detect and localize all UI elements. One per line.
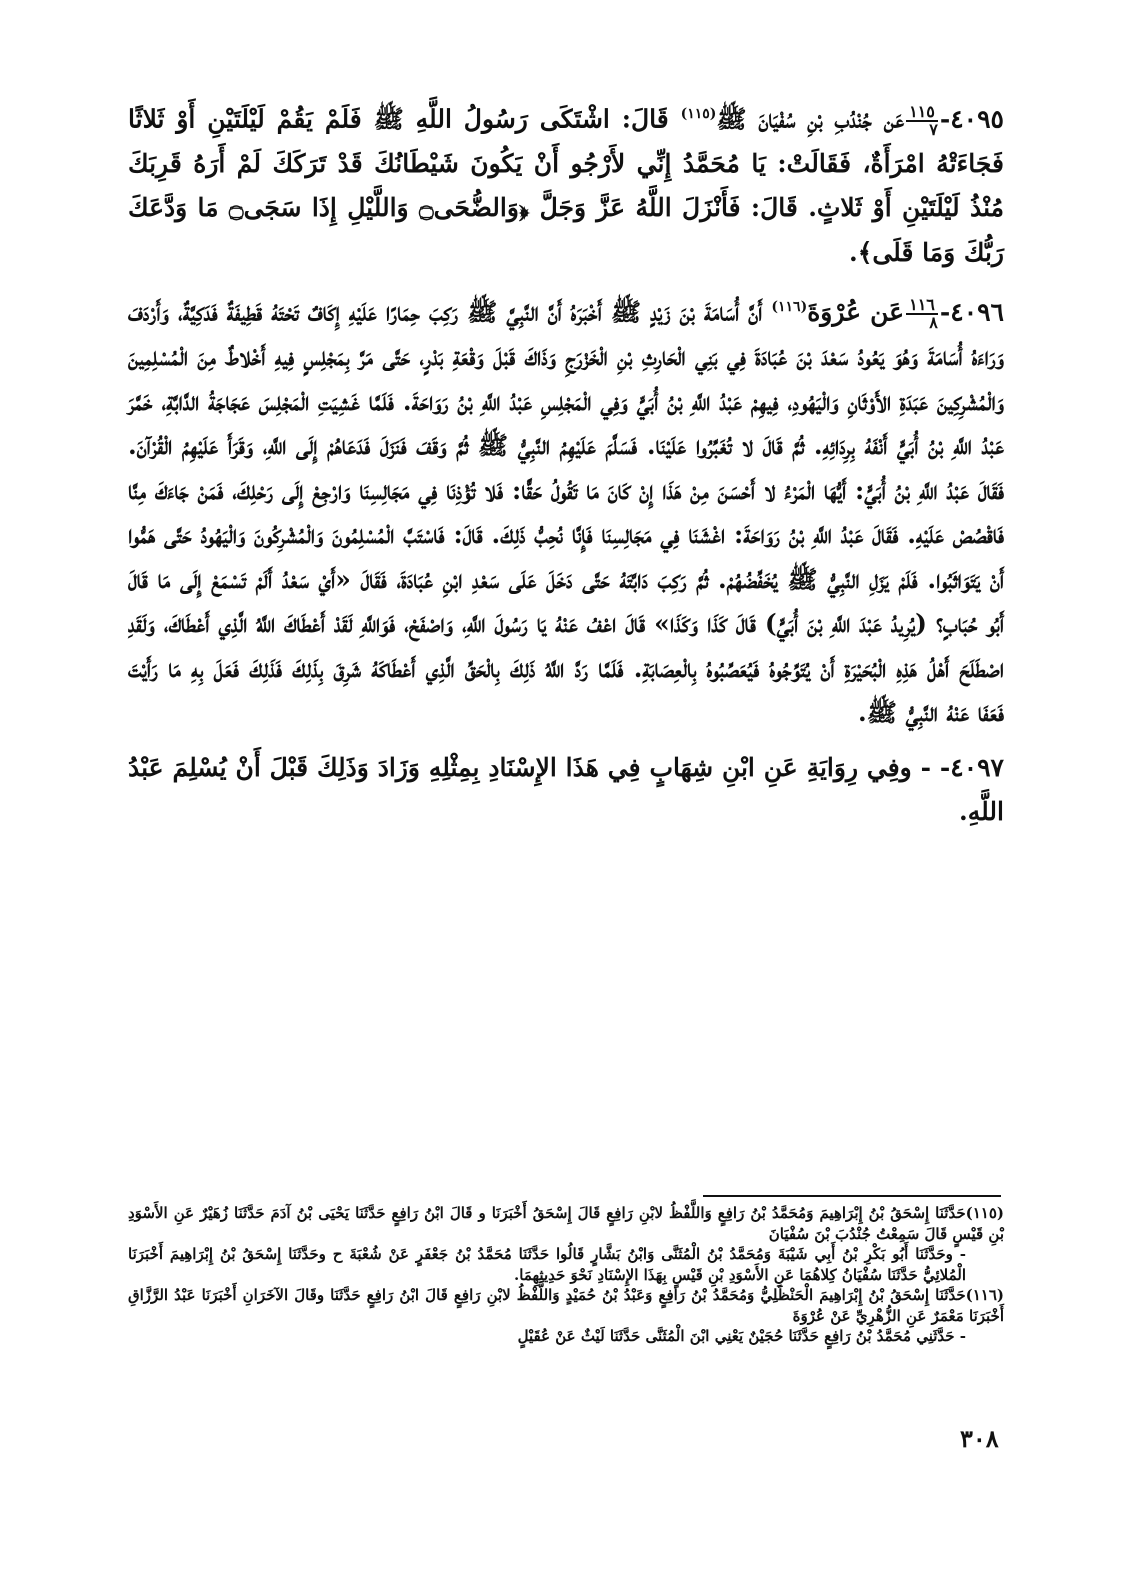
ref-bottom: ٨ <box>929 313 938 333</box>
hadith-text: قَالَ: اشْتَكَى رَسُولُ اللَّهِ ﷺ فَلَمْ يَقُمْ لَيْلَتَيْنِ أَوْ ثَلاثًا فَجَاءَتْهُ امْرَأَةٌ، فَقَالَتْ: يَا مُحَمَّدُ إِنِّي لأَرْجُو أَنْ يَكُونَ شَيْطَانُكَ قَدْ تَرَكَكَ لَمْ أَرَهُ قَرِبَكَ مُنْذُ لَيْلَتَيْنِ أَوْ ثَلاثٍ. قَالَ: فَأَنْزَلَ اللَّهُ عَزَّ وَجَلَّ ﴿وَالضُّحَى۝ وَاللَّيْلِ إِذَا سَجَى۝ مَا وَدَّعَكَ رَبُّكَ وَمَا قَلَى﴾. <box>128 104 1005 267</box>
hadith-4096 <box>128 285 1004 735</box>
footnote-sub: - حَدَّثَنِي مُحَمَّدُ بْنُ رَافِعٍ حَدَّثَنَا حُجَيْنٌ يَعْنِي ابْنَ الْمُثَنَّى حَدَّثَنَا لَيْثٌ عَنْ عُقَيْلٍ <box>517 1327 966 1345</box>
ref-top: ١١٦ <box>906 297 938 315</box>
hadith-number: ٤٠٩٧- <box>939 752 1004 782</box>
footnote-sub: - وحَدَّثَنَا أَبُو بَكْرِ بْنُ أَبِي شَيْبَةَ وَمُحَمَّدُ بْنُ الْمُثَنَّى وَابْنُ بَشَّارٍ قَالُوا حَدَّثَنَا مُحَمَّدُ بْنُ جَعْفَرٍ عَنْ شُعْبَةَ ح وحَدَّثَنَا إِسْحَقُ بْنُ إِبْرَاهِيمَ أَخْبَرَنَا الْمُلائِيُّ حَدَّثَنَا سُفْيَانُ كِلاهُمَا عَنِ الأَسْوَدِ بْنِ قَيْسٍ بِهَذَا الإِسْنَادِ نَحْوَ حَدِيثِهِمَا. <box>128 1245 966 1284</box>
footnotes <box>128 1203 1004 1347</box>
page-number: ٣٠٨ <box>960 1424 999 1453</box>
hadith-number: ٤٠٩٦- <box>939 297 1004 327</box>
footnote-116 <box>128 1285 1004 1326</box>
hadith-4097 <box>128 746 1004 835</box>
footnote-ref[interactable]: (١١٦) <box>771 299 808 316</box>
hadith-4095 <box>128 92 1004 275</box>
hadith-narrator: عَن عُرْوَةَ <box>807 297 905 327</box>
footnote-ref[interactable]: (١١٥) <box>680 106 717 122</box>
hadith-narrator: عَن جُنْدُبِ بْنِ سُفْيَانَ ﷺ <box>716 104 905 134</box>
footnote-label: (١١٥) <box>965 1204 1004 1222</box>
footnote-label: (١١٦) <box>965 1286 1004 1304</box>
footnote-115 <box>128 1203 1004 1244</box>
footnote-separator <box>703 1195 1001 1197</box>
hadith-text: أَنَّ أُسَامَةَ بْنَ زَيْدٍ ﷺ أَخْبَرَهُ أَنَّ النَّبِيَّ ﷺ رَكِبَ حِمَارًا عَلَيْهِ إِكَافٌ تَحْتَهُ قَطِيفَةٌ فَدَكِيَّةٌ، وَأَرْدَفَ وَرَاءَهُ أُسَامَةَ وَهُوَ يَعُودُ سَعْدَ بْنَ عُبَادَةَ فِي بَنِي الْحَارِثِ بْنِ الْخَزْرَجِ وَذَاكَ قَبْلَ وَقْعَةِ بَدْرٍ، حَتَّى مَرَّ بِمَجْلِسٍ فِيهِ أَخْلاطٌ مِنَ الْمُسْلِمِينَ وَالْمُشْرِكِينَ عَبَدَةِ الأَوْثَانِ وَالْيَهُودِ، فِيهِمْ عَبْدُ اللَّهِ بْنُ أُبَيٍّ وَفِي الْمَجْلِسِ عَبْدُ اللَّهِ بْنُ رَوَاحَةَ. فَلَمَّا غَشِيَتِ الْمَجْلِسَ عَجَاجَةُ الدَّابَّةِ، خَمَّرَ عَبْدُ اللَّهِ بْنُ أُبَيٍّ أَنْفَهُ بِرِدَائِهِ. ثُمَّ قَالَ لا تُغَبِّرُوا عَلَيْنَا. فَسَلَّمَ عَلَيْهِمُ النَّبِيُّ ﷺ ثُمَّ وَقَفَ فَنَزَلَ فَدَعَاهُمْ إِلَى اللَّهِ، وَقَرَأَ عَلَيْهِمُ الْقُرْآنَ. فَقَالَ عَبْدُ اللَّهِ بْنُ أُبَيٍّ: أَيُّهَا الْمَرْءُ لا أَحْسَنَ مِنْ هَذَا إِنْ كَانَ مَا تَقُولُ حَقًّا: فَلا تُؤْذِنَا فِي مَجَالِسِنَا وَارْجِعْ إِلَى رَحْلِكَ، فَمَنْ جَاءَكَ مِنَّا فَاقْصُصْ عَلَيْهِ. فَقَالَ عَبْدُ اللَّهِ بْنُ رَوَاحَةَ: اغْشَنَا فِي مَجَالِسِنَا فَإِنَّا نُحِبُّ ذَلِكَ. قَالَ: فَاسْتَبَّ الْمُسْلِمُونَ وَالْمُشْرِكُونَ وَالْيَهُودُ حَتَّى هَمُّوا أَنْ يَتَوَاثَبُوا. فَلَمْ يَزَلِ النَّبِيُّ ﷺ يُخَفِّضُهُمْ. ثُمَّ رَكِبَ دَابَّتَهُ حَتَّى دَخَلَ عَلَى سَعْدِ ابْنِ عُبَادَةَ، فَقَالَ «أَيْ سَعْدُ أَلَمْ تَسْمَعْ إِلَى مَا قَالَ أَبُو حُبَابٍ؟ (يُرِيدُ عَبْدَ اللَّهِ بْنَ أُبَيٍّ) قَالَ كَذَا وَكَذَا» قَالَ اعْفُ عَنْهُ يَا رَسُولَ اللَّهِ، وَاصْفَحْ، فَوَاللَّهِ لَقَدْ أَعْطَاكَ اللَّهُ الَّذِي أَعْطَاكَ، وَلَقَدِ اصْطَلَحَ أَهْلُ هَذِهِ الْبُحَيْرَةِ أَنْ يُتَوِّجُوهُ فَيُعَصِّبُوهُ بِالْعِصَابَةِ. فَلَمَّا رَدَّ اللَّهُ ذَلِكَ بِالْحَقِّ الَّذِي أَعْطَاكَهُ شَرِقَ بِذَلِكَ فَذَلِكَ فَعَلَ بِهِ مَا رَأَيْتَ فَعَفَا عَنْهُ النَّبِيُّ ﷺ. <box>128 297 1004 728</box>
footnote-text: حَدَّثَنَا إِسْحَقُ بْنُ إِبْرَاهِيمَ الْحَنْظَلِيُّ وَمُحَمَّدُ بْنُ رَافِعٍ وَعَبْدُ بْنُ حُمَيْدٍ وَاللَّفْظُ لابْنِ رَافِعٍ قَالَ ابْنُ رَافِعٍ حَدَّثَنَا وقَالَ الآخَرَانِ أَخْبَرَنَا عَبْدُ الرَّزَّاقِ أَخْبَرَنَا مَعْمَرٌ عَنِ الزُّهْرِيِّ عَنْ عُرْوَةَ <box>128 1286 1004 1325</box>
ref-top: ١١٥ <box>906 104 938 122</box>
reference-fraction <box>906 297 938 331</box>
ref-bottom: ٧ <box>929 119 938 139</box>
hadith-number: ٤٠٩٥- <box>939 104 1004 134</box>
reference-fraction <box>906 101 938 139</box>
footnote-text: حَدَّثَنَا إِسْحَقُ بْنُ إِبْرَاهِيمَ وَمُحَمَّدُ بْنُ رَافِعٍ وَاللَّفْظُ لابْنِ رَافِعٍ قَالَ إِسْحَقُ أَخْبَرَنَا و قَالَ ابْنُ رَافِعٍ حَدَّثَنَا يَحْيَى بْنُ آدَمَ حَدَّثَنَا زُهَيْرٌ عَنِ الأَسْوَدِ بْنِ قَيْسٍ قَالَ سَمِعْتُ جُنْدُبَ بْنَ سُفْيَانَ <box>128 1204 1004 1243</box>
main-text <box>128 92 1004 845</box>
hadith-text: - وفِي رِوَايَةِ عَنِ ابْنِ شِهَابٍ فِي هَذَا الإِسْنَادِ بِمِثْلِهِ وَزَادَ وَذَلِكَ قَبْلَ أَنْ يُسْلِمَ عَبْدُ اللَّهِ. <box>128 752 1004 827</box>
